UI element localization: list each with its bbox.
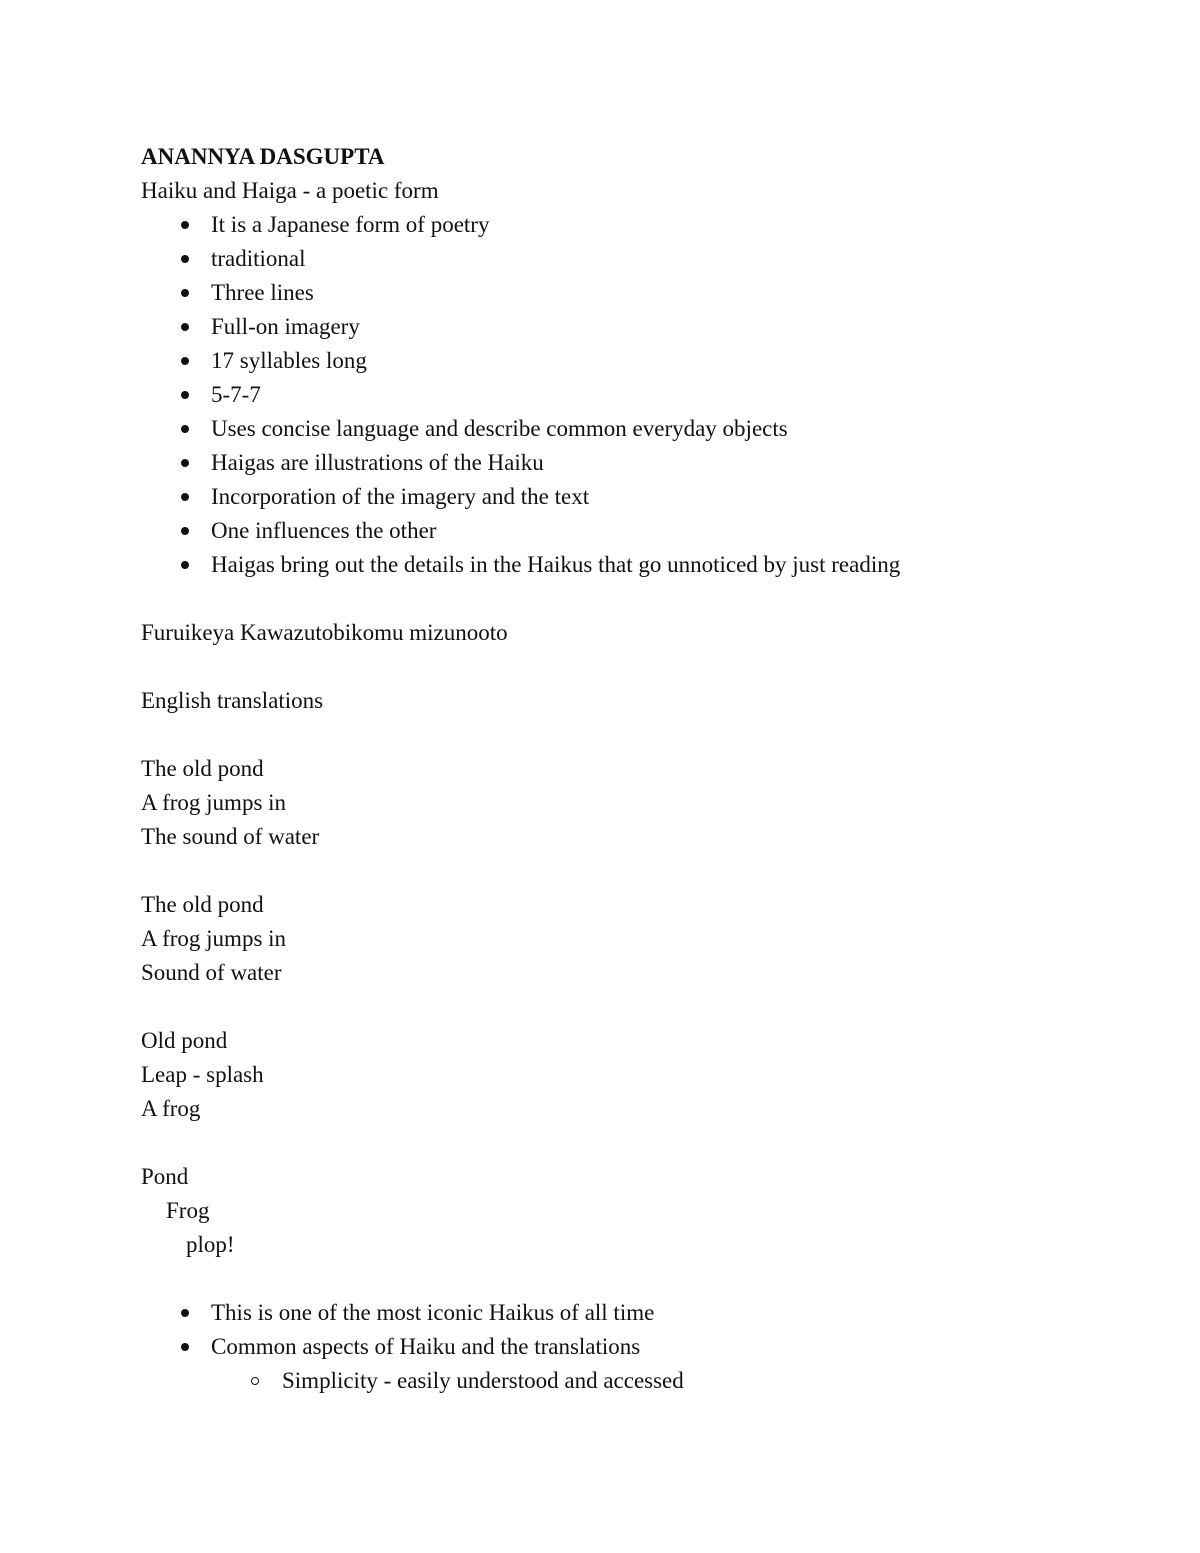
translation-3: [141, 1024, 1141, 1126]
translation-4: [141, 1160, 1141, 1262]
translation-1: [141, 752, 1141, 854]
poem-line: Leap - splash: [141, 1062, 264, 1087]
list-item: Common aspects of Haiku and the translations: [141, 1330, 1141, 1364]
poem-line: Old pond: [141, 1028, 228, 1053]
poem-line: plop!: [186, 1232, 235, 1257]
spacer: [141, 1126, 1141, 1160]
closing-bullet-list: [141, 1296, 1141, 1398]
list-item: Uses concise language and describe common everyday objects: [141, 412, 1141, 446]
poem-line: Sound of water: [141, 960, 282, 985]
poem-line: Frog: [166, 1198, 210, 1223]
list-item: Incorporation of the imagery and the text: [141, 480, 1141, 514]
spacer: [141, 1262, 1141, 1296]
list-item: 5-7-7: [141, 378, 1141, 412]
list-item: Haigas bring out the details in the Haikus that go unnoticed by just reading: [141, 548, 1141, 582]
list-item: One influences the other: [141, 514, 1141, 548]
spacer: [141, 582, 1141, 616]
poem-line: A frog: [141, 1096, 201, 1121]
poem-line: The sound of water: [141, 824, 320, 849]
list-item: traditional: [141, 242, 1141, 276]
translations-heading: English translations: [141, 688, 324, 713]
poem-line: A frog jumps in: [141, 926, 287, 951]
japanese-original: Furuikeya Kawazutobikomu mizunooto: [141, 620, 508, 645]
author-name: ANANNYA DASGUPTA: [141, 144, 385, 169]
poem-line: A frog jumps in: [141, 790, 287, 815]
translation-2: [141, 888, 1141, 990]
list-item: 17 syllables long: [141, 344, 1141, 378]
document-page: [141, 140, 1141, 1398]
sub-list-item: Simplicity - easily understood and accessed: [141, 1364, 1141, 1398]
list-item: This is one of the most iconic Haikus of all time: [141, 1296, 1141, 1330]
poem-line: Pond: [141, 1164, 189, 1189]
spacer: [141, 854, 1141, 888]
poem-line: The old pond: [141, 892, 264, 917]
list-item: It is a Japanese form of poetry: [141, 208, 1141, 242]
list-item: Full-on imagery: [141, 310, 1141, 344]
intro-bullet-list: [141, 208, 1141, 582]
spacer: [141, 990, 1141, 1024]
document-subtitle: Haiku and Haiga - a poetic form: [141, 178, 439, 203]
poem-line: The old pond: [141, 756, 264, 781]
spacer: [141, 718, 1141, 752]
list-item: Haigas are illustrations of the Haiku: [141, 446, 1141, 480]
list-item: Three lines: [141, 276, 1141, 310]
spacer: [141, 650, 1141, 684]
